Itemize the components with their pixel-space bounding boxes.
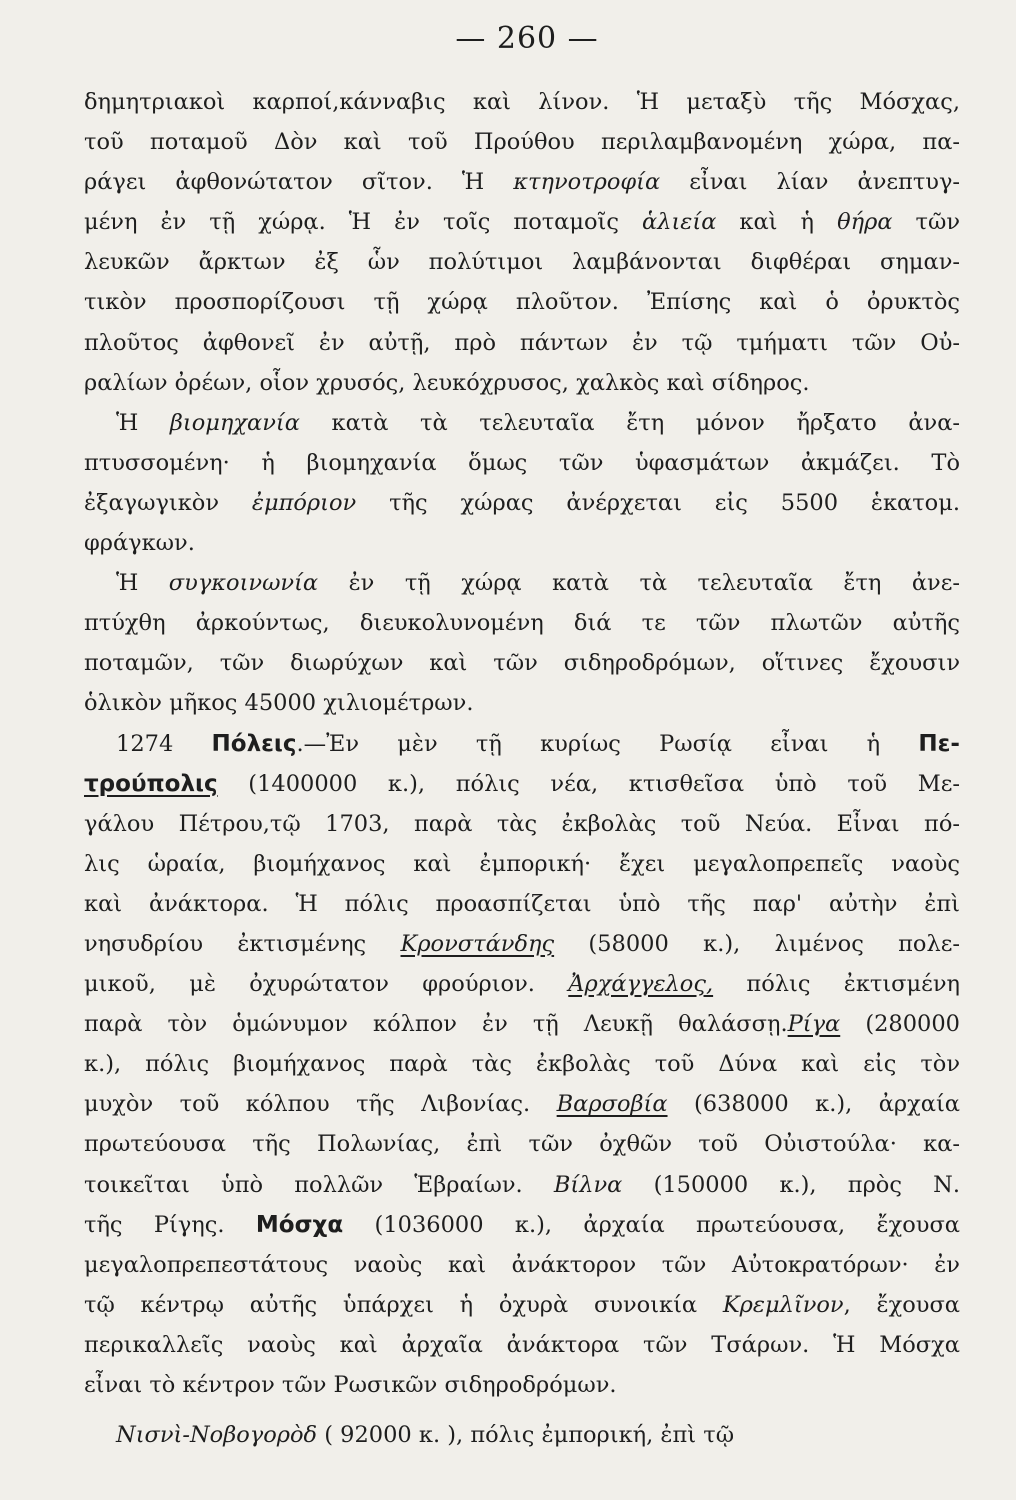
- paragraph: [84, 1415, 960, 1455]
- text-line: [84, 804, 960, 844]
- text-line: [84, 1044, 960, 1084]
- text-run: ἐν τῇ χώρᾳ κατὰ τὰ τελευταῖα ἔτη ἀνε-: [318, 570, 960, 597]
- text-run: τικὸν προσπορίζουσι τῇ χώρᾳ πλοῦτον. Ἐπίσης καὶ ὁ ὀρυκτὸς: [84, 289, 960, 316]
- bold-heading: Πε-: [918, 730, 960, 757]
- text-line: [84, 764, 960, 804]
- text-run: τοικεῖται ὑπὸ πολλῶν Ἑβραίων.: [84, 1171, 554, 1198]
- text-run: μένη ἐν τῇ χώρᾳ. Ἡ ἐν τοῖς ποταμοῖς: [84, 209, 643, 236]
- text-run: ράγει ἀφθονώτατον σῖτον. Ἡ: [84, 169, 514, 196]
- text-run: .—Ἐν μὲν τῇ κυρίως Ρωσίᾳ εἶναι ἡ: [296, 730, 919, 757]
- text-run: (58000 κ.), λιμένος πολε-: [554, 930, 960, 957]
- emphasis: κτηνοτροφία: [513, 169, 661, 196]
- bold-heading: τρούπολις: [84, 770, 218, 797]
- text-run: γάλου Πέτρου,τῷ 1703, παρὰ τὰς ἐκβολὰς τοῦ Νεύα. Εἶναι πό-: [84, 810, 960, 837]
- text-line: [84, 202, 960, 242]
- paragraph: [84, 724, 960, 1406]
- emphasis: Βαρσοβία: [556, 1091, 668, 1118]
- text-line: [84, 403, 960, 443]
- text-line: [84, 122, 960, 162]
- text-run: τῶν: [892, 209, 960, 236]
- text-line: [84, 643, 960, 683]
- text-line: [84, 724, 960, 764]
- text-run: κατὰ τὰ τελευταῖα ἔτη μόνον ἤρξατο ἀνα-: [299, 409, 960, 436]
- text-line: [84, 1245, 960, 1285]
- text-line: [84, 1004, 960, 1044]
- text-run: λις ὡραία, βιομήχανος καὶ ἐμπορική· ἔχει μεγαλοπρεπεῖς ναοὺς: [84, 850, 960, 877]
- paragraph: [84, 82, 960, 403]
- emphasis: Ἀρχάγγελος,: [568, 971, 714, 998]
- text-run: εἶναι τὸ κέντρον τῶν Ρωσικῶν σιδηροδρόμων.: [84, 1372, 617, 1398]
- paragraph: [84, 403, 960, 563]
- text-line: [84, 563, 960, 603]
- text-run: φράγκων.: [84, 530, 195, 557]
- text-run: ἐξαγωγικὸν: [84, 489, 252, 516]
- text-run: νησυδρίου ἐκτισμένης: [84, 930, 401, 957]
- bold-heading: Πόλεις: [211, 730, 297, 757]
- text-line: [84, 443, 960, 483]
- text-line: [84, 683, 960, 723]
- paragraph: [84, 563, 960, 723]
- text-line: [84, 1325, 960, 1365]
- text-line: [84, 1165, 960, 1205]
- text-run: ραλίων ὀρέων, οἷον χρυσός, λευκόχρυσος, χαλκὸς καὶ σίδηρος.: [84, 369, 810, 396]
- emphasis: Νισνὶ-Νοβογορὸδ: [116, 1422, 318, 1449]
- text-run: (1400000 κ.), πόλις νέα, κτισθεῖσα ὑπὸ τοῦ Με-: [217, 770, 960, 797]
- text-run: (638000 κ.), ἀρχαία: [667, 1091, 960, 1118]
- text-line: [84, 82, 960, 122]
- emphasis: Κρονστάνδης: [400, 930, 555, 957]
- text-line: [84, 483, 960, 523]
- text-run: 1274: [116, 730, 212, 757]
- bold-heading: Μόσχα: [255, 1211, 344, 1238]
- emphasis: Βίλνα: [553, 1171, 623, 1198]
- emphasis: ἐμπόριον: [251, 489, 357, 516]
- text-line: [84, 1285, 960, 1325]
- emphasis: θήρα: [837, 209, 893, 236]
- text-run: μυχὸν τοῦ κόλπου τῆς Λιβονίας.: [84, 1091, 557, 1118]
- text-run: μικοῦ, μὲ ὀχυρώτατον φρούριον.: [84, 971, 569, 998]
- text-run: Ἡ: [116, 570, 169, 597]
- text-line: [84, 242, 960, 282]
- text-line: [84, 1084, 960, 1124]
- text-line: [84, 323, 960, 363]
- text-line: [84, 844, 960, 884]
- text-run: (1036000 κ.), ἀρχαία πρωτεύουσα, ἔχουσα: [343, 1211, 960, 1238]
- text-run: λευκῶν ἄρκτων ἐξ ὧν πολύτιμοι λαμβάνονται διφθέραι σημαν-: [84, 249, 960, 276]
- text-line: [84, 924, 960, 964]
- text-run: πρωτεύουσα τῆς Πολωνίας, ἐπὶ τῶν ὀχθῶν τοῦ Οὐιστούλα· κα-: [84, 1131, 960, 1158]
- text-line: [84, 1365, 960, 1405]
- text-run: εἶναι λίαν ἀνεπτυγ-: [660, 169, 960, 196]
- text-line: [84, 1415, 960, 1455]
- emphasis: βιομηχανία: [169, 409, 300, 436]
- emphasis: συγκοινωνία: [168, 570, 319, 597]
- text-run: (150000 κ.), πρὸς Ν.: [622, 1171, 960, 1198]
- page-number: — 260 —: [455, 21, 599, 56]
- text-line: [84, 523, 960, 563]
- text-run: τῆς Ρίγης.: [84, 1211, 256, 1238]
- text-run: τῆς χώρας ἀνέρχεται εἰς 5500 ἑκατομ.: [356, 489, 960, 516]
- text-line: [84, 162, 960, 202]
- text-run: πλοῦτος ἀφθονεῖ ἐν αὐτῇ, πρὸ πάντων ἐν τῷ τμήματι τῶν Οὐ-: [84, 329, 960, 356]
- text-run: κ.), πόλις βιομήχανος παρὰ τὰς ἐκβολὰς τοῦ Δύνα καὶ εἰς τὸν: [84, 1051, 960, 1078]
- text-line: [84, 282, 960, 322]
- text-line: [84, 884, 960, 924]
- text-run: μεγαλοπρεπεστάτους ναοὺς καὶ ἀνάκτορον τῶν Αὐτοκρατόρων· ἐν: [84, 1251, 960, 1278]
- text-line: [84, 363, 960, 403]
- emphasis: Κρεμλῖνον: [722, 1291, 844, 1318]
- text-run: τῷ κέντρῳ αὐτῆς ὑπάρχει ἡ ὀχυρὰ συνοικία: [84, 1291, 723, 1318]
- text-run: καὶ ἡ: [716, 209, 838, 236]
- text-run: Ἡ: [116, 409, 170, 436]
- text-run: περικαλλεῖς ναοὺς καὶ ἀρχαῖα ἀνάκτορα τῶν Τσάρων. Ἡ Μόσχα: [84, 1331, 960, 1358]
- emphasis: ἁλιεία: [642, 209, 717, 236]
- emphasis: Ρίγα: [787, 1011, 841, 1038]
- text-run: καὶ ἀνάκτορα. Ἡ πόλις προασπίζεται ὑπὸ τῆς παρ' αὐτὴν ἐπὶ: [84, 890, 960, 917]
- text-body: [84, 82, 960, 1455]
- text-run: πτυσσομένη· ἡ βιομηχανία ὅμως τῶν ὑφασμάτων ἀκμάζει. Τὸ: [84, 449, 960, 476]
- text-line: [84, 1205, 960, 1245]
- text-run: πόλις ἐκτισμένη: [713, 971, 960, 998]
- text-run: , ἔχουσα: [843, 1291, 960, 1318]
- text-run: τοῦ ποταμοῦ Δὸν καὶ τοῦ Προύθου περιλαμβανομένη χώρα, πα-: [84, 129, 960, 156]
- text-line: [84, 964, 960, 1004]
- text-line: [84, 603, 960, 643]
- text-run: παρὰ τὸν ὁμώνυμον κόλπον ἐν τῇ Λευκῇ θαλάσσῃ.: [84, 1011, 788, 1038]
- text-run: ( 92000 κ. ), πόλις ἐμπορική, ἐπὶ τῷ: [317, 1422, 735, 1449]
- text-run: ὁλικὸν μῆκος 45000 χιλιομέτρων.: [84, 690, 474, 717]
- text-run: (280000: [840, 1011, 960, 1038]
- text-line: [84, 1124, 960, 1164]
- text-run: πτύχθη ἀρκούντως, διευκολυνομένη διά τε τῶν πλωτῶν αὐτῆς: [84, 610, 960, 637]
- text-run: ποταμῶν, τῶν διωρύχων καὶ τῶν σιδηροδρόμων, οἵτινες ἔχουσιν: [84, 650, 960, 677]
- text-run: δημητριακοὶ καρποί,κάνναβις καὶ λίνον. Ἡ μεταξὺ τῆς Μόσχας,: [84, 89, 960, 115]
